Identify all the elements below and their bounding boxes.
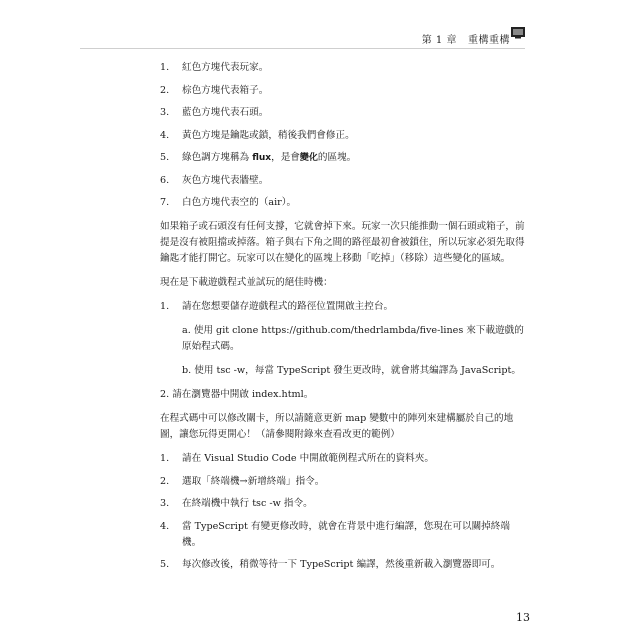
item-number: 7. [160, 197, 170, 208]
list-item [160, 496, 528, 512]
bold-term-flux: flux [252, 153, 272, 163]
item-text: 在終端機中執行 tsc -w 指令。 [182, 498, 313, 509]
item-number: 3. [160, 498, 170, 509]
chapter-heading [422, 31, 510, 46]
chapter-number: 第 1 章 [421, 35, 457, 46]
item-number: 5. [160, 559, 170, 570]
page-number: 13 [516, 611, 530, 624]
item-text: 棕色方塊代表箱子。 [182, 84, 269, 96]
list-item [160, 519, 528, 551]
item-text: 灰色方塊代表牆壁。 [182, 174, 269, 186]
item-text-part: 的區塊。 [317, 152, 357, 163]
list-item [160, 60, 528, 76]
list-item [160, 387, 528, 403]
item-number: 2. [160, 84, 170, 96]
item-number: 3. [160, 107, 170, 118]
sub-item: a. 使用 git clone https://github.com/thedrlambda/five-lines 來下載遊戲的原始程式碼。 [182, 325, 524, 352]
item-text: 每次修改後，稍微等待一下 TypeScript 編譯，然後重新載入瀏覽器即可。 [182, 559, 501, 570]
list-item [160, 83, 528, 99]
item-number: 1. [160, 62, 170, 73]
list-item [160, 451, 528, 467]
list-item [160, 299, 528, 315]
item-text: 紅色方塊代表玩家。 [182, 62, 269, 73]
page-body [160, 60, 528, 580]
sub-item: b. 使用 tsc -w，每當 TypeScript 發生更改時，就會將其編譯為 JavaScript。 [182, 365, 521, 376]
item-number: 6. [160, 174, 170, 186]
item-number: 5. [160, 152, 170, 163]
item-text: 藍色方塊代表石頭。 [182, 107, 269, 118]
list-item [160, 557, 528, 573]
item-text: 白色方塊代表空的（air）。 [182, 197, 297, 208]
list-item [160, 128, 528, 144]
item-text: 黃色方塊是鑰匙或鎖，稍後我們會修正。 [182, 129, 355, 141]
bold-term-change: 變化 [299, 153, 318, 163]
item-number: 4. [160, 129, 170, 141]
list-item [160, 195, 528, 211]
item-text-part: ，是會 [271, 152, 300, 163]
item-number: 1. [160, 453, 170, 464]
list-item [160, 173, 528, 189]
list-item [160, 150, 528, 166]
item-text: 當 TypeScript 有變更修改時，就會在背景中進行編譯，您現在可以關掉終端機。 [182, 520, 510, 548]
item-number: 4. [160, 520, 170, 532]
item-text: 請在您想要儲存遊戲程式的路徑位置開啟主控台。 [182, 301, 394, 312]
chapter-title: 重構重構 [468, 35, 510, 46]
page-header [0, 0, 640, 52]
item-text-part: 綠色調方塊稱為 [182, 152, 253, 163]
item-text [182, 150, 528, 166]
item-text: 請在 Visual Studio Code 中開啟範例程式所在的資料夾。 [182, 453, 434, 464]
header-rule [80, 48, 525, 49]
item-text: 選取「終端機→新增終端」指令。 [182, 475, 325, 487]
list-item [160, 474, 528, 490]
item-number: 1. [160, 301, 170, 312]
item-text: 2. 請在瀏覽器中開啟 index.html。 [160, 389, 314, 400]
list-item [160, 105, 528, 121]
paragraph: 現在是下載遊戲程式並試玩的絕佳時機： [160, 277, 333, 288]
item-number: 2. [160, 475, 170, 487]
paragraph: 在程式碼中可以修改關卡，所以請隨意更新 map 變數中的陣列來建構屬於自己的地圖，讓您玩得更開心！（請參閱附錄來查看改更的範例） [160, 413, 514, 440]
paragraph: 如果箱子或石頭沒有任何支撐，它就會掉下來。玩家一次只能推動一個石頭或箱子，前提是沒有被阻擋或掉落。箱子與右下角之間的路徑最初會被鎖住，所以玩家必須先取得鑰匙才能打開它。玩家可以在變化的區塊上移動「吃掉」（移除）這些變化的區域。 [160, 221, 525, 264]
monitor-icon [511, 27, 525, 39]
